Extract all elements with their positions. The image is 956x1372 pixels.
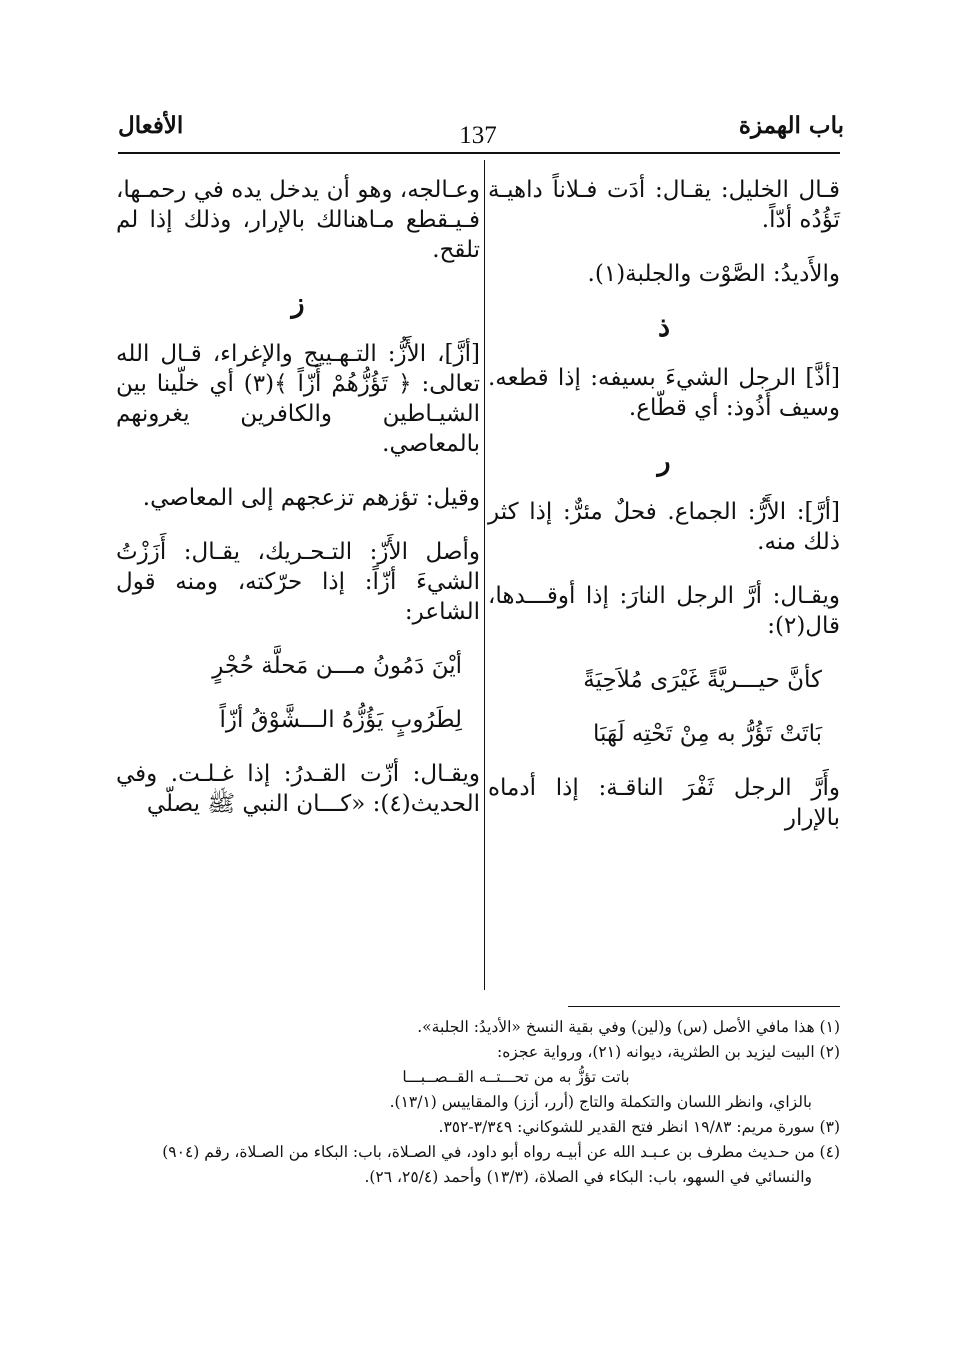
header-rule <box>118 152 840 154</box>
chapter-title: باب الهمزة <box>738 112 844 139</box>
verse-line: كأنَّ حيـــريَّةً غَيْرَى مُلاَحِيَةً <box>583 667 822 693</box>
letter-heading-ra: ر <box>657 446 671 477</box>
paragraph: والأَديدُ: الصَّوْت والجلبة(١). <box>587 261 840 287</box>
paragraph: وأَرَّ الرجل ثَفْرَ الناقـة: إذا أدماه بالإرار <box>488 775 840 831</box>
right-column <box>488 175 840 857</box>
verse-line: أيْنَ دَمُونُ مـــن مَحلَّة حُجْرٍ <box>212 653 462 679</box>
footnote-2: (٢) البيت ليزيد بن الطثرية، ديوانه (٢١)، ورواية عجزه: <box>496 1043 840 1061</box>
section-title: الأفعال <box>118 112 184 139</box>
footnote-rule <box>568 1006 840 1007</box>
paragraph: [أزَّ]، الأَزُّ: التـهـييج والإغراء، قـال الله تعالى: ﴿ تَؤُزُّهُمْ أَزّاً ﴾(٣) أي خلّينا بين الشيـاطين والكافرين يغرونهم بالمعاصي. <box>116 341 480 457</box>
paragraph: قـال الخليل: يقـال: أدَت فـلاناً داهيـة تَؤُدُه أدّاً. <box>488 177 840 233</box>
left-column <box>116 175 480 843</box>
verse-line: بَاتَتْ تَؤُرُّ به مِنْ تَحْتِه لَهَبَا <box>593 721 822 747</box>
paragraph: وقيل: تؤزهم تزعجهم إلى المعاصي. <box>142 485 480 511</box>
paragraph: [أرَّ]: الأَرُّ: الجماع. فحلٌ مئرٌّ: إذا كثر ذلك منه. <box>488 499 840 555</box>
paragraph: وأصل الأَزّ: التـحـريك، يقـال: أَزَزْتُ الشيءَ أزّاً: إذا حرّكته، ومنه قول الشاعر: <box>116 539 480 625</box>
verse-line: لِطَرُوبٍ يَؤُزُّهُ الـــشَّوْقُ أزّاً <box>219 707 462 733</box>
footnote-2-continuation: بالزاي، وانظر اللسان والتكملة والتاج (أرر، أزز) والمقاييس (١٣/١). <box>389 1093 812 1111</box>
footnote-4: (٤) من حـديث مطرف بن عـبـد الله عن أبيـه رواه أبو داود، في الصـلاة، باب: البكاء من الصـلاة، رقم (٩٠٤) <box>162 1143 840 1161</box>
footnote-2-verse: باتت تؤزُّ به من تحـــتــه القــصــبـــا <box>402 1068 630 1086</box>
paragraph: ويقـال: أزّت القـدرُ: إذا غـلـت. وفي الحديث(٤): «كـــان النبي ﷺ يصلّي <box>116 761 480 817</box>
letter-heading-dhal: ذ <box>657 312 671 343</box>
footnotes <box>112 1015 840 1190</box>
letter-heading-zay: ز <box>291 288 305 319</box>
footnote-4-continuation: والنسائي في السهو، باب: البكاء في الصلاة، (١٣/٣) وأحمد (٢٥/٤، ٢٦). <box>364 1168 812 1186</box>
footnote-3: (٣) سورة مريم: ١٩/٨٣ انظر فتح القدير للشوكاني: ٣/٣٤٩-٣٥٢. <box>438 1118 840 1136</box>
paragraph: ويقـال: أرَّ الرجل النارَ: إذا أوقـــدها، قال(٢): <box>488 583 840 639</box>
page-number: 137 <box>459 122 497 149</box>
paragraph: [أذَّ] الرجل الشيءَ بسيفه: إذا قطعه. وسيف أَذُوذ: أي قطّاع. <box>488 365 840 421</box>
footnote-1: (١) هذا مافي الأصل (س) و(لين) وفي بقية النسخ «الأديدُ: الجلبة». <box>417 1018 840 1036</box>
paragraph: وعـالجه، وهو أن يدخل يده في رحمـها، فـيـقطع مـاهنالك بالإرار، وذلك إذا لم تلقح. <box>116 177 480 263</box>
column-divider <box>484 160 485 990</box>
